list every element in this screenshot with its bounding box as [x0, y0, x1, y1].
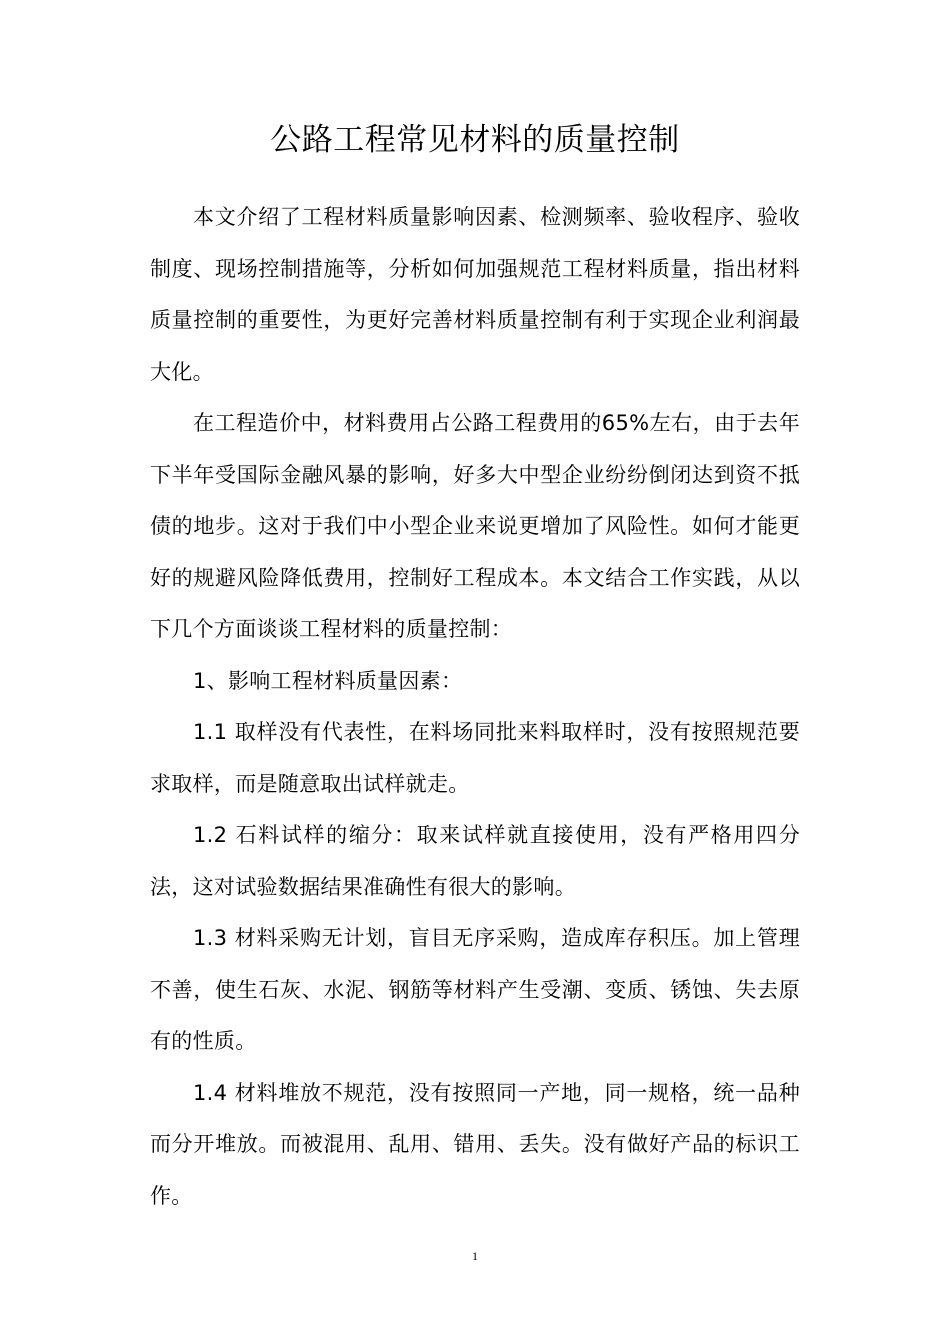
page-number: 1	[472, 1249, 478, 1263]
document-title: 公路工程常见材料的质量控制	[270, 122, 680, 158]
paragraph-introduction: 在工程造价中，材料费用占公路工程费用的65%左右，由于去年下半年受国际金融风暴的影响，好多大中型企业纷纷倒闭达到资不抵债的地步。这对于我们中小型企业来说更增加了风险性。如何才能更好的规避风险降低费用，控制好工程成本。本文结合工作实践，从以下几个方面谈谈工程材料的质量控制：	[150, 411, 800, 641]
paragraph-1-4: 1.4 材料堆放不规范，没有按照同一产地，同一规格，统一品种而分开堆放。而被混用、乱用、错用、丢失。没有做好产品的标识工作。	[150, 1080, 800, 1208]
section-heading-1: 1、影响工程材料质量因素：	[193, 668, 463, 693]
paragraph-abstract: 本文介绍了工程材料质量影响因素、检测频率、验收程序、验收制度、现场控制措施等，分析如何加强规范工程材料质量，指出材料质量控制的重要性，为更好完善材料质量控制有利于实现企业利润最大化。	[150, 205, 800, 384]
document-body	[150, 192, 800, 1222]
paragraph-1-3: 1.3 材料采购无计划，盲目无序采购，造成库存积压。加上管理不善，使生石灰、水泥、钢筋等材料产生受潮、变质、锈蚀、失去原有的性质。	[150, 926, 800, 1053]
paragraph-1-1: 1.1 取样没有代表性，在料场同批来料取样时，没有按照规范要求取样，而是随意取出试样就走。	[150, 720, 800, 796]
paragraph-1-2: 1.2 石料试样的缩分：取来试样就直接使用，没有严格用四分法，这对试验数据结果准确性有很大的影响。	[150, 823, 800, 899]
